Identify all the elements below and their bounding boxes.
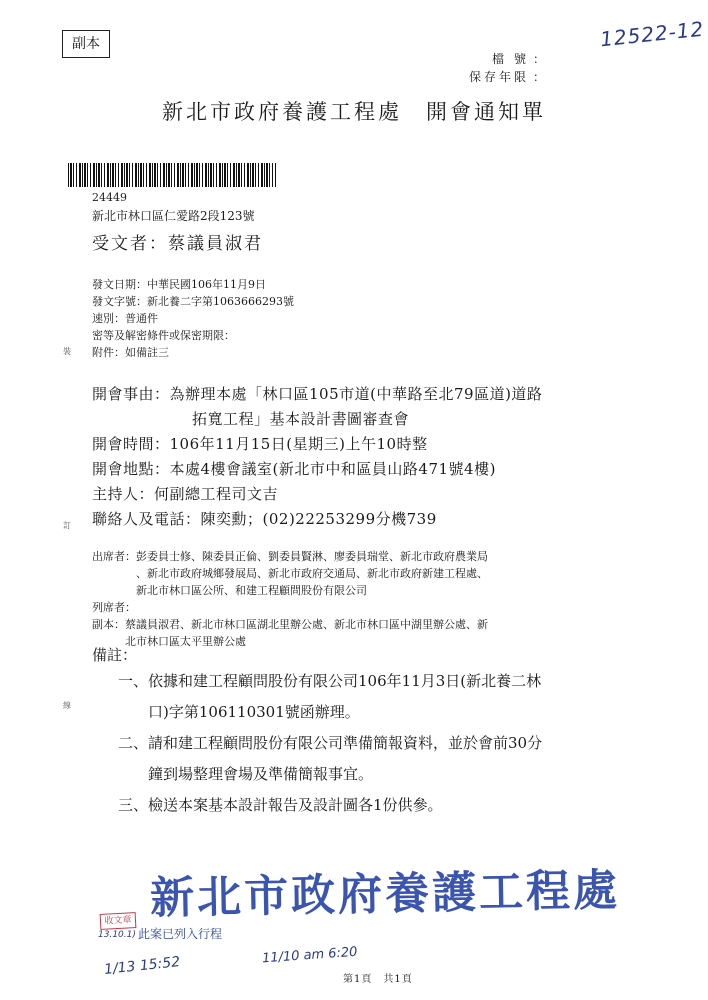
meeting-contact: 聯絡人及電話：陳奕勳；(02)22253299分機739	[92, 510, 437, 528]
note-item: 三、檢送本案基本設計報告及設計圖各1份供參。	[118, 796, 443, 814]
dispatch-secrecy: 密等及解密條件或保密期限：	[92, 329, 235, 342]
dispatch-attachment: 附件：如備註三	[92, 346, 169, 359]
dispatch-info	[92, 276, 294, 361]
meeting-place: 開會地點：本處4樓會議室(新北市中和區員山路471號4樓)	[92, 460, 496, 478]
attendees-line2: 、新北市政府城鄉發展局、新北市政府交通局、新北市政府新建工程處、	[136, 567, 488, 580]
meeting-subject-line1: 開會事由：為辦理本處「林口區105市道(中華路至北79區道)道路	[92, 385, 543, 403]
attendees-line3: 新北市林口區公所、和建工程顧問股份有限公司	[136, 584, 367, 597]
handwritten-note-right: 11/10 am 6:20	[261, 944, 358, 967]
observers-label: 列席者：	[92, 601, 136, 614]
dispatch-date: 發文日期：中華民國106年11月9日	[92, 278, 266, 291]
received-stamp: 收文章	[100, 912, 137, 930]
file-number-label: 檔 號	[492, 52, 529, 66]
page-number: 第1頁 共1頁	[343, 974, 413, 985]
attendees-line1: 出席者：彭委員士修、陳委員正倫、劉委員賢淋、廖委員瑞堂、新北市政府農業局	[92, 550, 488, 563]
meeting-details	[92, 382, 542, 532]
file-number-row: 檔 號 ：	[492, 52, 548, 66]
handwritten-date-left: 1/13 15:52	[103, 954, 181, 978]
copy-label: 副本	[62, 30, 110, 58]
meeting-subject-line2: 拓寬工程」基本設計書圖審查會	[192, 410, 410, 428]
retention-label: 保存年限	[468, 70, 529, 84]
handwritten-number: 12522-12	[599, 16, 706, 52]
handwritten-side-note: 13.10.1)	[98, 930, 136, 940]
margin-mark: 裝	[63, 347, 71, 356]
recipient: 受文者：蔡議員淑君	[92, 234, 263, 254]
dispatch-number: 發文字號：新北養二字第1063666293號	[92, 295, 294, 308]
meeting-host: 主持人：何副總工程司文吉	[92, 485, 279, 503]
notes-label: 備註：	[92, 646, 138, 664]
note-item: 一、依據和建工程顧問股份有限公司106年11月3日(新北養二林 口)字第106110301號函辦理。	[118, 672, 542, 721]
cc-line2: 北市林口區太平里辦公處	[125, 635, 246, 648]
margin-mark: 線	[63, 701, 71, 710]
notes-list	[118, 666, 542, 821]
cc-line1: 副本：蔡議員淑君、新北市林口區湖北里辦公處、新北市林口區中湖里辦公處、新	[92, 618, 488, 631]
note-item: 二、請和建工程顧問股份有限公司準備簡報資料，並於會前30分 鐘到場整理會場及準備簡報事宜。	[118, 734, 543, 783]
agency-stamp: 新北市政府養護工程處	[149, 864, 621, 925]
recipient-address: 新北市林口區仁愛路2段123號	[92, 209, 255, 223]
scheduled-note: 此案已列入行程	[138, 927, 223, 941]
barcode	[68, 163, 276, 187]
meeting-time: 開會時間：106年11月15日(星期三)上午10時整	[92, 435, 428, 453]
document-title: 新北市政府養護工程處 開會通知單	[162, 100, 546, 124]
margin-mark: 訂	[63, 521, 71, 530]
retention-row: 保存年限 ：	[468, 70, 548, 84]
dispatch-speed: 速別：普通件	[92, 312, 158, 325]
postal-code: 24449	[92, 191, 127, 204]
attendees	[92, 548, 488, 650]
